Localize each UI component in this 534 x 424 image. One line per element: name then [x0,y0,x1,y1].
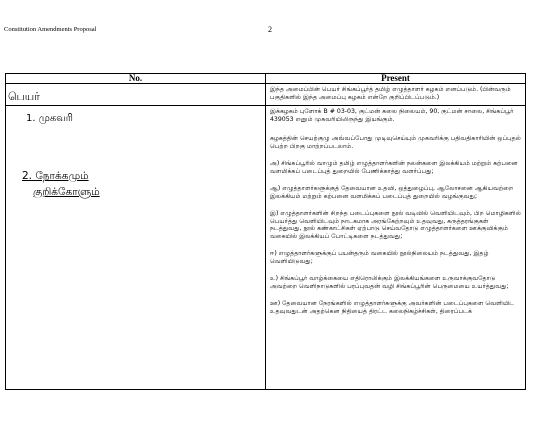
objective-item: ஆ) எழுத்தாளர்களுக்குத் தேவையான உதவி, ஒத்துழைப்பு, ஆலோசனை ஆகியவற்றை இலக்கியம் மற்றும் கற்பனை வளமிக்கப் படைப்புத் துறையில் வழங்குவது; [270,185,514,200]
document-title: Constitution Amendments Proposal [4,26,97,33]
row-label-objectives-line2: குறிக்கோளும் [33,186,100,198]
objective-item: இ) எழுத்தாளர்களின் சிறந்த படைப்புகளை நூல் வடிவில் வெளியிடவும், பிற மொழிகளில் பெயர்த்து வெளியிடவும் நாடகமாக அரங்கேற்றவும் உதவுவது, கருத்தரங்குகள் நடத்துவது, நூல் கண்காட்சிகள் ஏற்பாடு செய்வதோடு எழுத்தாளர்களை ஊக்குவிக்கும் வகையில் இலக்கியப் போட்டிகளை நடத்துவது; [270,210,521,240]
row-label-cell [6,84,266,106]
row-label-objectives-line1: 2. நோக்கமும் [22,170,89,182]
table-header-row [6,74,526,84]
row-label-address: 1. முகவரி [26,113,73,124]
column-header-no: No. [6,74,266,84]
table-row-address-objectives [6,106,526,390]
address-change-paragraph: கழகத்தின் செயற்குழு அவ்வப்போது முடிவுசெய்யும் முகவரிக்கு பதிவதிகாரியின் ஒப்புதல் பெற்ற பிறகு மாற்றப்படலாம். [270,135,521,150]
row-content-cell [266,84,526,106]
objective-item: அ) சிங்கப்பூரில் வாழும் தமிழ் எழுத்தாளர்களின் நலன்களை இலக்கியம் மற்றும் கற்பனை வளமிக்கப் படைப்புத் துறையில் பேணிக்காத்து வளர்ப்பது; [270,160,518,175]
objective-item: உ) சிங்கப்பூர் வாழ்க்கையை எதிரொலிக்கும் இலக்கியங்களை உருவாக்குவதோடு அவற்றை வெளிநாடுகளில் பரப்புவதன் வழி சிங்கப்பூரின் பெருமையை உயர்த்துவது; [270,275,509,290]
row-label-name: பெயர் [8,90,40,103]
name-paragraph: இந்த அமைப்பின் பெயர் சிங்கப்பூர்த் தமிழ் எழுத்தாளர் கழகம் எனப்படும். (பின்வரும் பகுதிகளில் இந்த அமைப்பு கழகம் என்றே குறிப்பிடப்படும்.) [270,86,511,101]
objective-item: ஊ) தேவையான நேரங்களில் எழுத்தாளர்களுக்கு அவர்களின் படைப்புகளை வெளியிட உதவுவதுடன் அதற்கென நிதியைத் திரட்ட கலைநிகழ்ச்சிகள், திரைப்படக் [270,300,515,315]
table-row-name [6,84,526,106]
address-paragraph: இக்கழகம் புளோக் B # 03-03, குட்மன் கலை நிலையம், 90, குட்மன் சாலை, சிங்கப்பூர் 439053 எனும் முகவரியிலிருந்து இயங்கும். [270,108,514,123]
page-number: 2 [268,25,272,34]
column-header-present: Present [266,74,526,84]
row-content-cell [266,106,526,390]
objective-item: ஈ) எழுத்தாளர்களுக்குப் பயன்தரும் வகையில் நூல்நிலையம் நடத்துவது, இதழ் வெளியிடுவது; [270,250,489,265]
row-label-cell [6,106,266,390]
constitution-table [5,73,526,390]
